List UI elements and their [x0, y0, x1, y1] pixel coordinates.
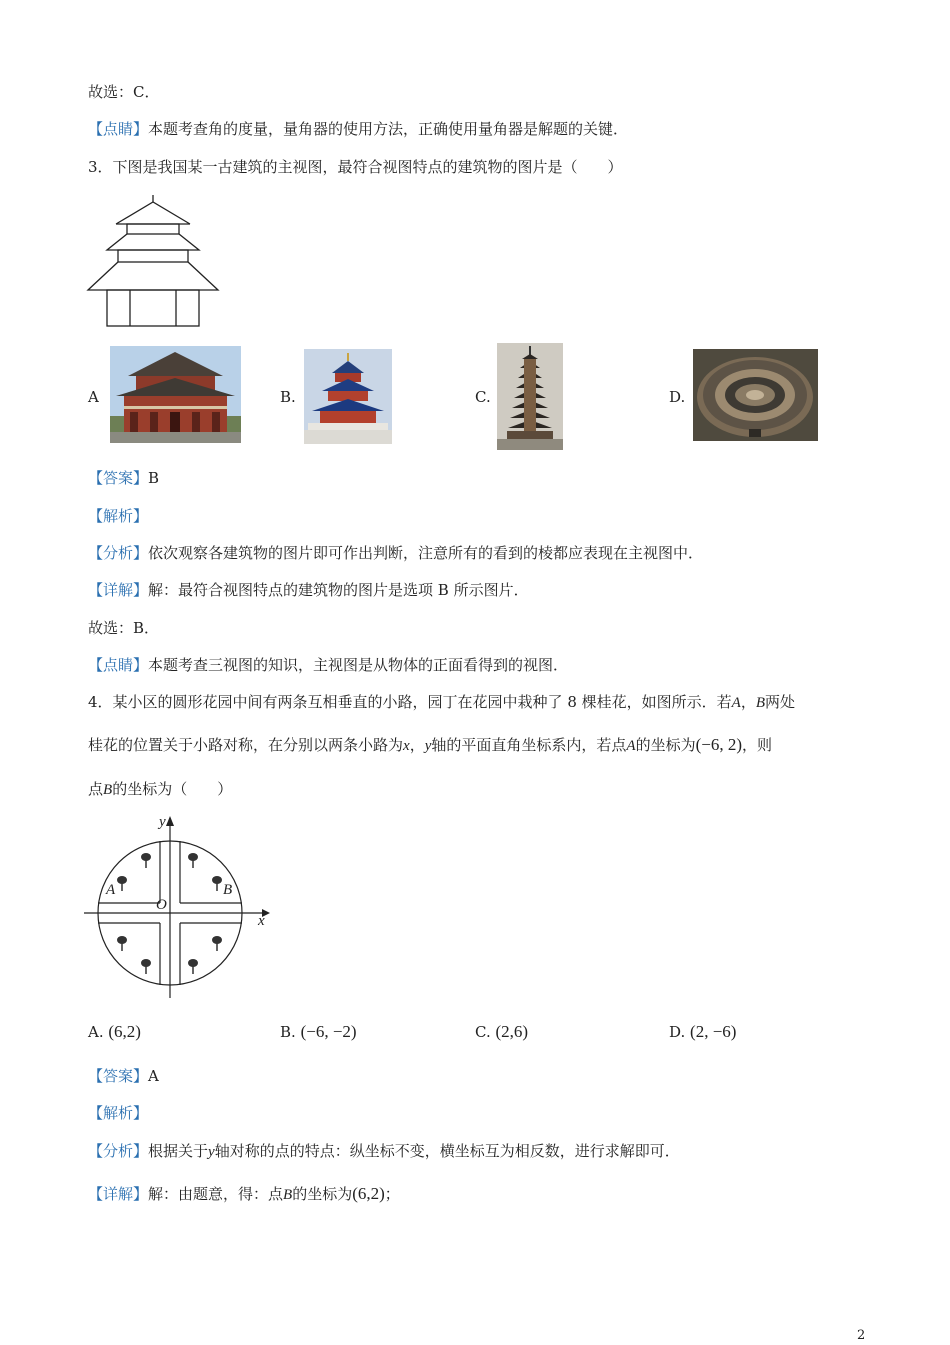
analysis-4: 【分析】根据关于y轴对称的点的特点：纵坐标不变，横坐标互为相反数，进行求解即可．: [88, 1142, 680, 1160]
garden-coordinate-figure: [84, 812, 270, 1000]
conclusion-line: 故选：C．: [88, 83, 160, 101]
front-view-drawing: [86, 192, 220, 328]
analysis-3: 【分析】依次观察各建筑物的图片即可作出判断，注意所有的看到的棱都应表现在主视图中．: [88, 544, 704, 562]
question-4-line-3: 点B的坐标为（ ）: [88, 780, 233, 798]
q4-option-a: A. (6,2): [88, 1022, 141, 1041]
analysis-3-heading: 【解析】: [88, 507, 149, 525]
option-b-label: B.: [280, 388, 296, 406]
page-number: 2: [857, 1328, 866, 1343]
remark-line: 【点睛】本题考查角的度量，量角器的使用方法，正确使用量角器是解题的关键．: [88, 120, 629, 138]
option-d-label: D.: [669, 388, 686, 406]
detail-3: 【详解】解：最符合视图特点的建筑物的图片是选项 B 所示图片．: [88, 581, 529, 599]
pavilion-photo: [110, 346, 241, 443]
detail-4: 【详解】解：由题意，得：点B的坐标为(6,2)；: [88, 1184, 400, 1203]
answer-4: 【答案】A: [88, 1067, 159, 1085]
option-a-label: A: [88, 388, 99, 406]
conclusion-3: 故选：B．: [88, 619, 160, 637]
x-axis-label: x: [258, 913, 265, 929]
option-c-label: C.: [475, 388, 491, 406]
question-4-line-1: 4．某小区的圆形花园中间有两条互相垂直的小路，园丁在花园中栽种了 8 棵桂花，如图所示．若A，B两处: [88, 693, 796, 711]
q4-option-c: C. (2,6): [475, 1022, 529, 1041]
tulou-photo: [693, 349, 818, 441]
remark-3: 【点睛】本题考查三视图的知识，主视图是从物体的正面看得到的视图．: [88, 656, 569, 674]
question-3: 3．下图是我国某一古建筑的主视图，最符合视图特点的建筑物的图片是（ ）: [88, 158, 623, 176]
q4-option-d: D. (2, −6): [669, 1022, 737, 1041]
point-a-label: A: [106, 882, 116, 898]
origin-label: O: [156, 897, 167, 913]
pagoda-photo: [497, 343, 563, 450]
q4-option-b: B. (−6, −2): [280, 1022, 357, 1041]
answer-3: 【答案】B: [88, 469, 160, 487]
point-b-label: B: [223, 882, 233, 898]
y-axis-label: y: [159, 814, 166, 830]
question-4-line-2: 桂花的位置关于小路对称，在分别以两条小路为x，y轴的平面直角坐标系内，若点A的坐标为(−6, 2)，则: [88, 735, 773, 754]
analysis-4-heading: 【解析】: [88, 1104, 149, 1122]
temple-of-heaven-photo: [304, 349, 392, 444]
